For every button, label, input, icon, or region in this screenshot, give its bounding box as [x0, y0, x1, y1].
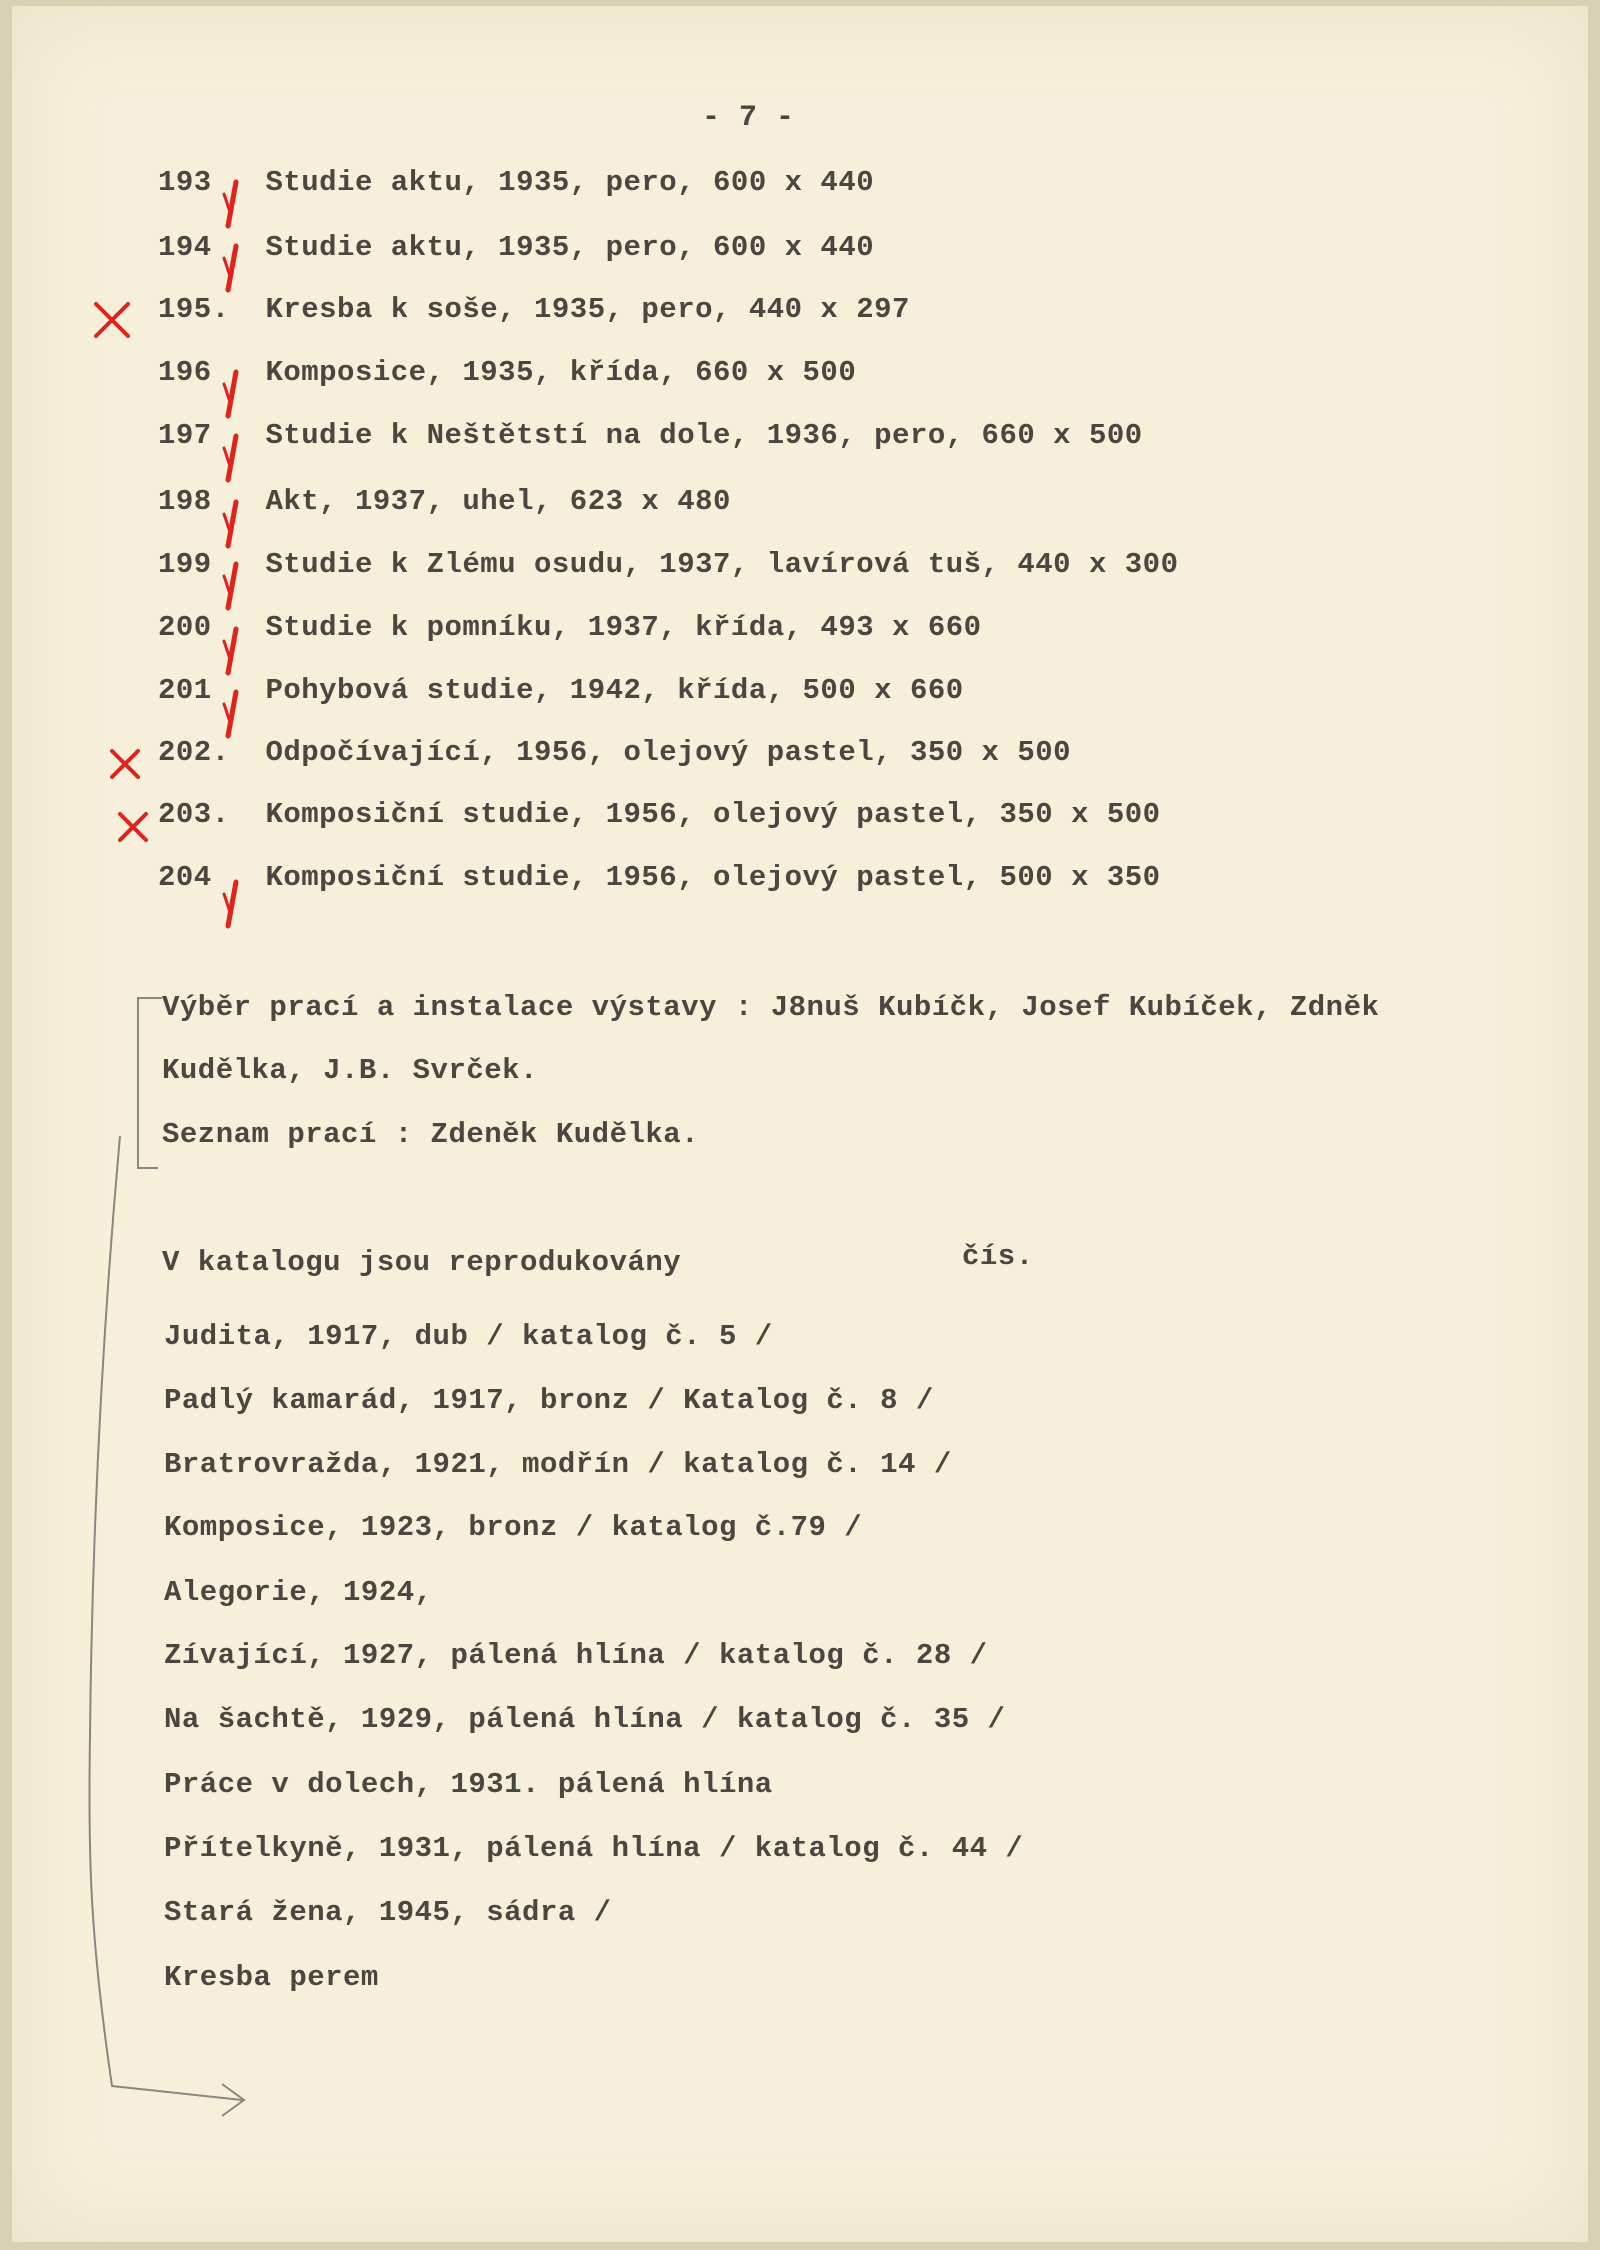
list-item — [158, 231, 874, 264]
list-item — [158, 861, 1161, 894]
item-number: 199 — [158, 548, 212, 581]
credits-line: Seznam prací : Zdeněk Kudělka. — [162, 1118, 700, 1151]
item-text: Studie k Zlému osudu, 1937, lavírová tuš, 440 x 300 — [265, 548, 1179, 581]
item-number: 193 — [158, 166, 212, 199]
list-item: Přítelkyně, 1931, pálená hlína / katalog č. 44 / — [164, 1832, 1024, 1865]
list-item: Alegorie, 1924, — [164, 1576, 433, 1609]
red-x-icon — [112, 806, 156, 850]
document-page — [12, 6, 1588, 2242]
item-number: 203 — [158, 798, 212, 831]
item-number: 196 — [158, 356, 212, 389]
list-item: Judita, 1917, dub / katalog č. 5 / — [164, 1320, 773, 1353]
item-text: Kresba k soše, 1935, pero, 440 x 297 — [265, 293, 910, 326]
item-number: 201 — [158, 674, 212, 707]
item-text: Studie aktu, 1935, pero, 600 x 440 — [265, 231, 875, 264]
list-item: Komposice, 1923, bronz / katalog č.79 / — [164, 1511, 863, 1544]
list-item — [158, 485, 731, 518]
item-text: Studie aktu, 1935, pero, 600 x 440 — [265, 166, 875, 199]
item-text: Studie k pomníku, 1937, křída, 493 x 660 — [265, 611, 982, 644]
item-text: Komposiční studie, 1956, olejový pastel, 350 x 500 — [265, 798, 1161, 831]
list-item — [158, 548, 1178, 581]
list-item: Stará žena, 1945, sádra / — [164, 1896, 612, 1929]
pencil-arrow-icon — [72, 1136, 272, 2136]
list-item — [158, 674, 964, 707]
page-number: - 7 - — [702, 101, 795, 135]
list-item: 202. Odpočívající, 1956, olejový pastel, 350 x 500 — [158, 736, 1072, 769]
item-text: Pohybová studie, 1942, křída, 500 x 660 — [265, 674, 964, 707]
item-number: 202 — [158, 736, 212, 769]
item-number: 194 — [158, 231, 212, 264]
item-text: Akt, 1937, uhel, 623 x 480 — [265, 485, 731, 518]
list-item — [158, 356, 856, 389]
list-item: Zívající, 1927, pálená hlína / katalog č. 28 / — [164, 1639, 988, 1672]
item-text: Studie k Neštětstí na dole, 1936, pero, 660 x 500 — [265, 419, 1143, 452]
item-number: 197 — [158, 419, 212, 452]
list-item: 203. Komposiční studie, 1956, olejový pastel, 350 x 500 — [158, 798, 1161, 831]
red-x-icon — [90, 298, 134, 342]
list-item — [158, 419, 1143, 452]
list-item: Na šachtě, 1929, pálená hlína / katalog č. 35 / — [164, 1703, 1006, 1736]
red-x-icon — [104, 743, 148, 787]
credits-line: Výběr prací a instalace výstavy : J8nuš Kubíčk, Josef Kubíček, Zdněk — [162, 991, 1380, 1024]
list-item — [158, 611, 982, 644]
list-item: Bratrovražda, 1921, modřín / katalog č. 14 / — [164, 1448, 952, 1481]
reproductions-heading: V katalogu jsou reprodukovány — [162, 1246, 682, 1279]
item-text: Odpočívající, 1956, olejový pastel, 350 x 500 — [265, 736, 1072, 769]
item-text: Komposice, 1935, křída, 660 x 500 — [265, 356, 857, 389]
list-item: Kresba perem — [164, 1961, 379, 1994]
credits-line: Kudělka, J.B. Svrček. — [162, 1054, 538, 1087]
list-item — [158, 166, 874, 199]
list-item: 195. Kresba k soše, 1935, pero, 440 x 297 — [158, 293, 910, 326]
item-number: 198 — [158, 485, 212, 518]
item-number: 204 — [158, 861, 212, 894]
reproductions-heading-note: čís. — [962, 1240, 1034, 1273]
list-item: Padlý kamarád, 1917, bronz / Katalog č. 8 / — [164, 1384, 934, 1417]
item-text: Komposiční studie, 1956, olejový pastel, 500 x 350 — [265, 861, 1161, 894]
list-item: Práce v dolech, 1931. pálená hlína — [164, 1768, 773, 1801]
item-number: 200 — [158, 611, 212, 644]
item-number: 195 — [158, 293, 212, 326]
